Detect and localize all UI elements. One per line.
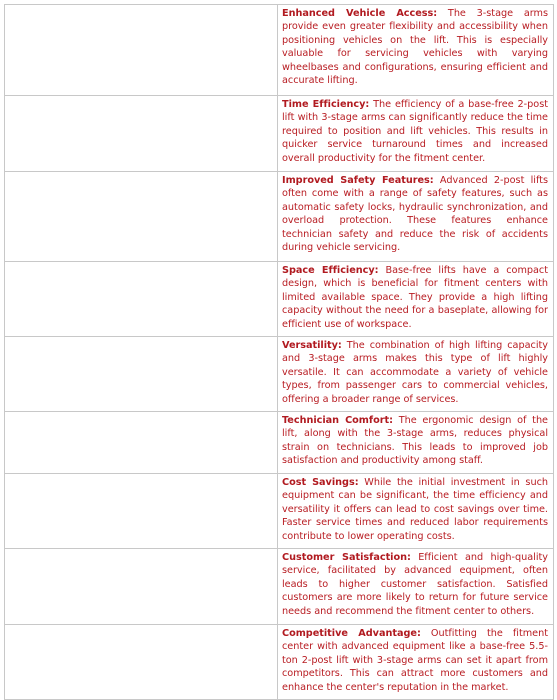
benefit-cell <box>278 5 553 95</box>
benefit-cell <box>278 96 553 171</box>
benefit-paragraph <box>282 174 548 254</box>
benefit-title: Time Efficiency: <box>282 99 370 110</box>
benefit-paragraph <box>282 7 548 87</box>
benefit-cell <box>278 549 553 624</box>
benefit-paragraph <box>282 414 548 468</box>
table-row <box>5 4 553 95</box>
benefit-paragraph <box>282 476 548 543</box>
table-row <box>5 336 553 411</box>
benefit-text: While the initial investment in such equipment can be significant, the time efficiency and versatility it offers can lead to cost savings over time. Faster service times and reduced labor requirements contribute to lower operating costs. <box>282 477 548 542</box>
benefit-text: Base-free lifts have a compact design, which is beneficial for fitment centers with limited available space. They provide a high lifting capacity without the need for a baseplate, allowing for efficient use of workspace. <box>282 265 548 330</box>
benefit-title: Technician Comfort: <box>282 415 393 426</box>
benefit-paragraph <box>282 339 548 406</box>
benefit-title: Customer Satisfaction: <box>282 552 411 563</box>
benefit-cell <box>278 262 553 336</box>
benefit-text: The ergonomic design of the lift, along with the 3-stage arms, reduces physical strain on technicians. This leads to improved job satisfaction and productivity among staff. <box>282 415 549 467</box>
benefit-text: Advanced 2-post lifts often come with a range of safety features, such as automatic safety locks, hydraulic synchronization, and overload protection. These features enhance technician safety and reduce the risk of accidents during vehicle servicing. <box>282 175 548 254</box>
benefit-text: The combination of high lifting capacity and 3-stage arms makes this type of lift highly versatile. It can accommodate a variety of vehicle types, from passenger cars to commercial vehicles, offering a broader range of services. <box>282 340 548 405</box>
table-row <box>5 411 553 473</box>
benefit-text: The efficiency of a base-free 2-post lift with 3-stage arms can significantly reduce the time required to position and lift vehicles. This results in quicker service turnaround times and increased overall productivity for the fitment center. <box>282 99 548 164</box>
benefit-title: Improved Safety Features: <box>282 175 434 186</box>
benefit-title: Cost Savings: <box>282 477 359 488</box>
table-row <box>5 624 553 699</box>
benefit-paragraph <box>282 551 548 618</box>
table-row <box>5 95 553 171</box>
benefit-cell <box>278 172 553 261</box>
empty-cell <box>5 96 278 171</box>
benefit-title: Space Efficiency: <box>282 265 379 276</box>
empty-cell <box>5 625 278 699</box>
empty-cell <box>5 5 278 95</box>
benefit-text: The 3-stage arms provide even greater flexibility and accessibility when positioning vehicles on the lift. This is especially valuable for servicing vehicles with varying wheelbases and configurations, ensuring efficient and accurate lifting. <box>282 8 548 87</box>
benefit-cell <box>278 625 553 699</box>
empty-cell <box>5 262 278 336</box>
table-row <box>5 261 553 336</box>
benefit-paragraph <box>282 98 548 165</box>
benefit-title: Competitive Advantage: <box>282 628 421 639</box>
benefit-cell <box>278 474 553 548</box>
empty-cell <box>5 412 278 473</box>
benefit-cell <box>278 412 553 473</box>
benefit-text: Efficient and high-quality service, facilitated by advanced equipment, often leads to higher customer satisfaction. Satisfied customers are more likely to return for future service needs and recommend the fitment center to others. <box>282 552 548 617</box>
benefit-title: Versatility: <box>282 340 342 351</box>
table-row <box>5 548 553 624</box>
empty-cell <box>5 549 278 624</box>
benefit-paragraph <box>282 627 548 694</box>
table-row <box>5 473 553 548</box>
table-row <box>5 171 553 261</box>
benefits-table <box>4 4 554 700</box>
empty-cell <box>5 337 278 411</box>
empty-cell <box>5 474 278 548</box>
empty-cell <box>5 172 278 261</box>
benefit-text: Outfitting the fitment center with advanced equipment like a base-free 5.5-ton 2-post lift with 3-stage arms can set it apart from competitors. This can attract more customers and enhance the center's reputation in the market. <box>282 628 548 693</box>
benefit-cell <box>278 337 553 411</box>
benefit-paragraph <box>282 264 548 331</box>
benefit-title: Enhanced Vehicle Access: <box>282 8 438 19</box>
